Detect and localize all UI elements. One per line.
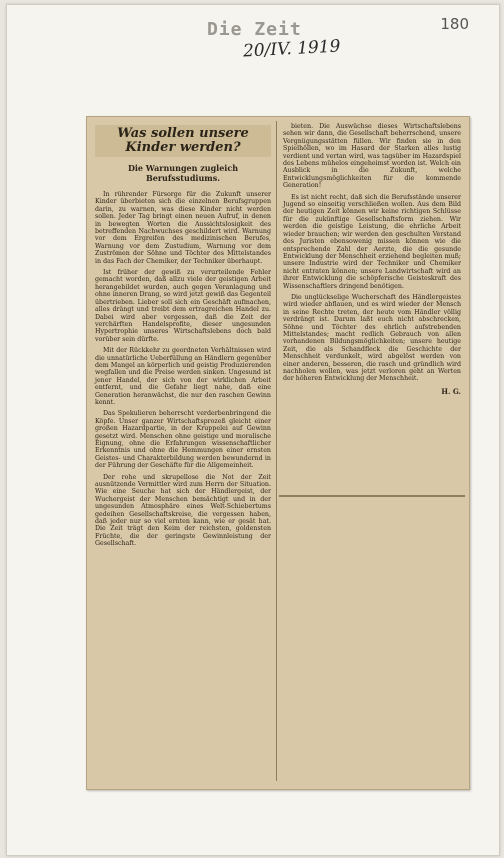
column-end-rule <box>279 495 465 497</box>
handwritten-date: 20/IV. 1919 <box>242 36 341 62</box>
article-paragraph: In rührender Fürsorge für die Zukunft unserer Kinder überbieten sich die einzelnen Berufsgruppen darin, zu warnen, was diese Kinder nicht werden sollen. Jeder Tag bringt einen neuen Aufruf, in denen in bewegten Worten die Aussichtslosigkeit des betreffenden Nachwuchses geschildert wird. Warnung vor dem Ergreifen des medizinischen Berufes, Warnung vor dem Zustudium, Warnung vor dem Zuströmen der Söhne und Töchter des Mittelstandes in das Fach der Chemiker, der Techniker überhaupt. <box>95 191 271 265</box>
article-paragraph: bieten. Die Auswüchse dieses Wirtschaftslebens sehen wir dann, die Gesellschaft beherrschend, unsere Vergnügungsstätten füllen. Wir finden sie in den Spielhöllen, wo im Hasard der Starken alles lustig verdient und vertan wird, was tagsüber im Hazardspiel des Lebens mühelos eingeheimst worden ist. Welch ein Ausblick in die Zukunft, welche Entwicklungsmöglichkeiten für die kommende Generation! <box>283 123 461 190</box>
article-signature: H. G. <box>441 386 461 396</box>
newspaper-clipping <box>86 116 470 790</box>
column-divider <box>276 121 277 781</box>
article-paragraph: Es ist nicht recht, daß sich die Berufsstände unserer Jugend so einseitig verschließen wollen. Aus dem Bild der heutigen Zeit können wir keine richtigen Schlüsse für die zukünftige Gesellschaftsform ziehen. Wir werden die geistige Leistung, die ehrliche Arbeit wieder brauchen; wir werden den geschulten Verstand des Juristen ebensowenig missen können wie die entsprechende Zahl der Aerzte, die die gesunde Entwicklung der Menschheit erziehend begleiten muß; unsere Industrie wird der Techniker und Chemiker nicht entraten können; unsere Landwirtschaft wird an ihrer Entwicklung die schöpferische Geisteskraft des Wissenschaftlers dringend benötigen. <box>283 193 461 290</box>
article-paragraph: Mit der Rückkehr zu geordneten Verhältnissen wird die unnatürliche Ueberfüllung an Händlern gegenüber dem Mangel an körperlich und geistig Produzierenden wegfallen und die Preise werden sinken. Ungesund ist jener Handel, der sich von der wirklichen Arbeit entfernt, und die Gefahr liegt nahe, daß eine Generation heranwächst, die nur den raschen Gewinn kennt. <box>95 347 271 406</box>
right-column <box>279 123 465 495</box>
left-column <box>91 123 275 783</box>
article-paragraph: Die unglückselige Wucherschaft des Händlergeistes wird wieder abflauen, und es wird wieder der Mensch in seine Rechte treten, der heute vom Händler völlig verdrängt ist. Darum laßt euch nicht abschrecken, Söhne und Töchter des ehrlich aufstrebenden Mittelstandes; macht redlich Gebrauch von allen vorhandenen Bildungsmöglichkeiten; unsere heutige Zeit, die als Schandfleck die Geschichte der Menschheit verdunkelt, wird abgelöst werden von einer anderen, besseren, die rasch und gründlich wird nachholen wollen, was jetzt verloren geht an Werten der höheren Entwicklung der Menschheit. <box>283 293 461 383</box>
article-paragraph: Der rohe und skrupellose die Not der Zeit ausnützende Vermittler wird zum Herrn der Situation. Wie eine Seuche hat sich der Händlergeist, der Wuchergeist der Menschen bemächtigt und in der ungesunden Atmosphäre eines Welt-Schiebertums gedeihen Gesellschaftskreise, die vergessen haben, daß jeder nur so viel ernten kann, wie er gesät hat. Die Zeit trägt den Keim der reichsten, goldensten Früchte, die der geringste Gewinnleistung der Gesellschaft. <box>95 473 271 548</box>
page-number: 180 <box>440 15 469 33</box>
article-paragraph: Ist früher der gewiß zu verurteilende Fehler gemacht worden, daß allzu viele der geistigen Arbeit herangebildet wurden, auch gegen Veranlagung und ohne inneren Drang, so wird jetzt gewiß das Gegenteil übertrieben. Lieber soll sich ein Geschäft aufmachen, alles drängt und treibt dem ertragreichen Handel zu. Dabei wird aber vergessen, daß die Zeit der verchärften Handelsprofite, dieser ungesunden Hypertrophie unseres Wirtschaftslebens doch bald vorüber sein dürfte. <box>95 269 271 343</box>
article-subheadline: Die Warnungen zugleich Berufsstudiums. <box>127 163 239 183</box>
article-paragraph: Das Spekulieren beherrscht verderbenbringend die Köpfe. Unser ganzer Wirtschaftsprozeß gleicht einer großen Hazardpartie, in der Kruppelei auf Gewinn gesetzt wird. Menschen ohne geistige und moralische Eignung, ohne die Erfahrungen wissenschaftlicher Erkenntnis und ohne die Hemmungen einer ernsten Geistes- und Charakterbildung werden bewundernd in der Führung der Geschäfte für die Allgemeinheit. <box>95 410 271 470</box>
article-headline: Was sollen unsere Kinder werden? <box>95 125 271 157</box>
newspaper-stamp: Die Zeit <box>207 19 302 40</box>
